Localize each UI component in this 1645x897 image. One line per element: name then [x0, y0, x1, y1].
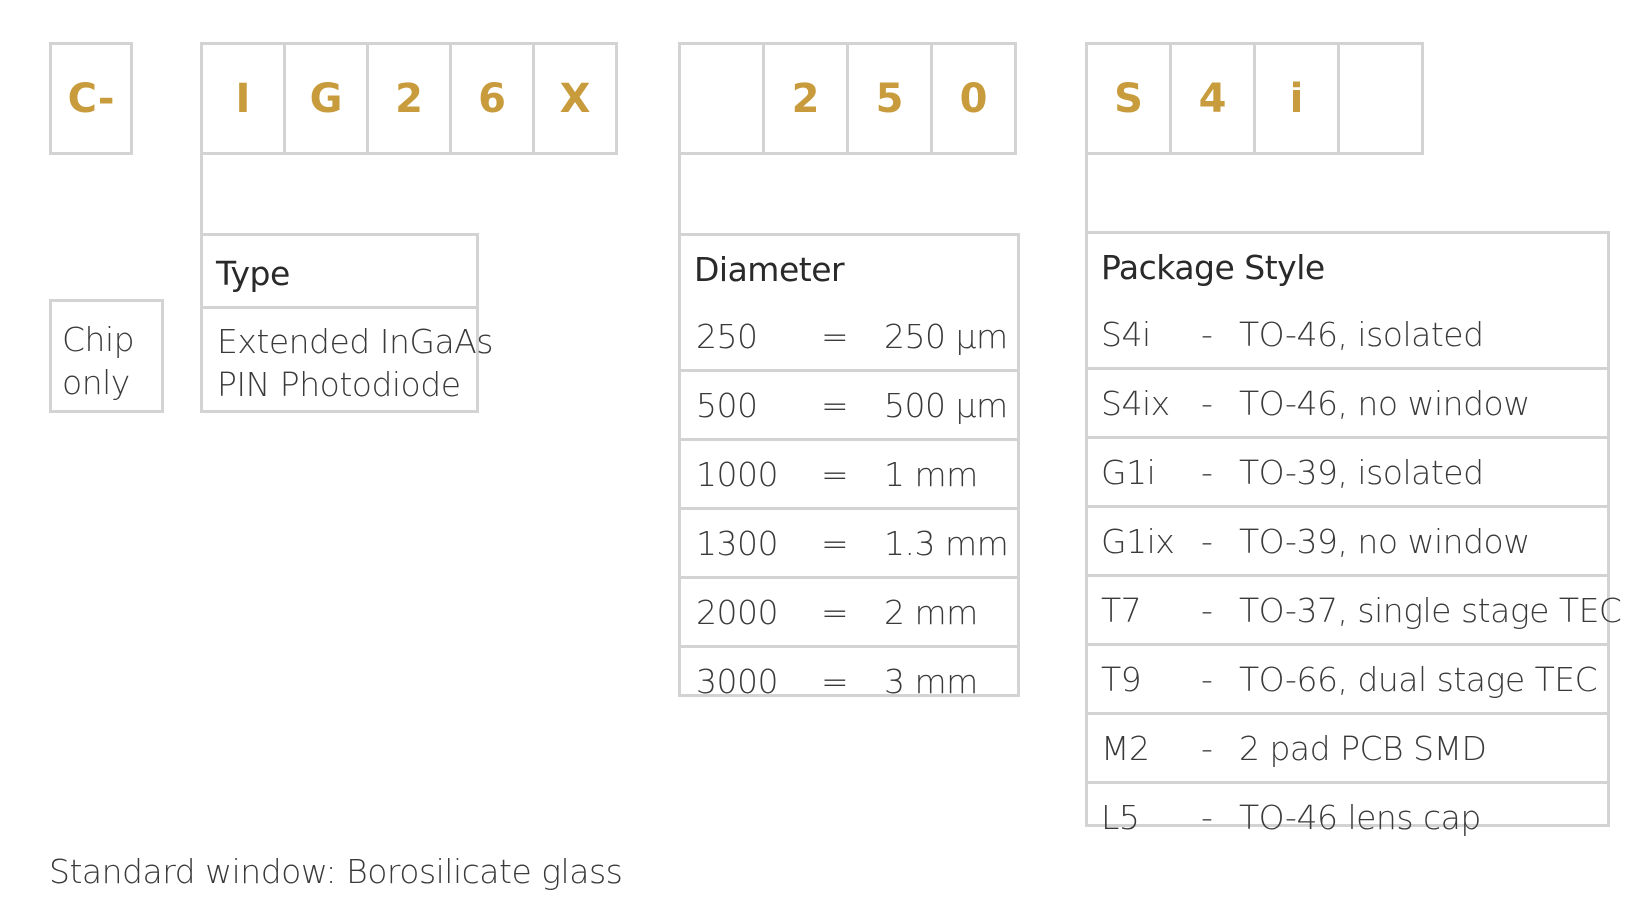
diameter-code: 3000: [696, 661, 778, 701]
code-box-diameter-2: [762, 42, 849, 155]
diameter-equals: =: [821, 454, 849, 494]
package-separator: -: [1201, 797, 1213, 837]
header-label: Diameter: [694, 250, 845, 289]
diameter-table-row: [681, 438, 1017, 507]
diameter-table-row: [681, 507, 1017, 576]
code-box-type-2: [283, 42, 369, 155]
type-table-header: [203, 236, 476, 306]
package-description: TO-37, single stage TEC: [1239, 590, 1622, 630]
package-code: G1ix: [1101, 521, 1175, 561]
diameter-table-row: [681, 303, 1017, 369]
diameter-value: 3 mm: [884, 661, 978, 701]
code-box-package-4: [1337, 42, 1424, 155]
connector-diameter: [678, 152, 681, 236]
code-char: I: [235, 75, 251, 122]
package-table-row: [1088, 301, 1607, 367]
package-description: TO-46, no window: [1239, 383, 1530, 423]
diameter-equals: =: [821, 385, 849, 425]
connector-package: [1085, 152, 1088, 234]
package-description: TO-66, dual stage TEC: [1239, 659, 1598, 699]
code-box-package-2: [1169, 42, 1256, 155]
package-description: TO-39, isolated: [1239, 452, 1484, 492]
code-box-diameter-1: [678, 42, 765, 155]
diameter-value: 500 µm: [884, 385, 1008, 425]
diameter-value: 2 mm: [884, 592, 978, 632]
package-separator: -: [1201, 452, 1213, 492]
package-separator: -: [1201, 728, 1213, 768]
package-separator: -: [1201, 659, 1213, 699]
package-separator: -: [1201, 314, 1213, 354]
code-char: C-: [67, 75, 115, 122]
type-table-row: [203, 306, 493, 417]
code-char: 4: [1198, 75, 1227, 122]
code-box-diameter-4: [930, 42, 1017, 155]
diameter-code: 2000: [696, 592, 778, 632]
diameter-table: [678, 233, 1020, 701]
diameter-equals: =: [821, 523, 849, 563]
code-box-type-1: [200, 42, 286, 155]
diameter-table-row: [681, 369, 1017, 438]
code-char: G: [309, 75, 343, 122]
package-code: S4ix: [1101, 383, 1170, 423]
code-box-package-1: [1085, 42, 1172, 155]
chip-line-2: only: [62, 363, 130, 402]
connector-type: [200, 152, 203, 236]
diameter-table-header: [681, 236, 1017, 303]
code-char: 5: [875, 75, 904, 122]
chip-only-box: [49, 299, 164, 413]
code-box-diameter-3: [846, 42, 933, 155]
code-box-type-3: [366, 42, 452, 155]
diameter-code: 1000: [696, 454, 778, 494]
diameter-table-row: [681, 645, 1017, 714]
type-table: [200, 233, 493, 413]
diameter-code: 250: [696, 316, 758, 356]
package-description: 2 pad PCB SMD: [1239, 728, 1487, 768]
code-char: 6: [478, 75, 506, 122]
code-char: 2: [395, 75, 423, 122]
type-line-1: Extended InGaAs: [217, 322, 493, 361]
diameter-table-row: [681, 576, 1017, 645]
diameter-value: 1.3 mm: [884, 523, 1009, 563]
package-description: TO-39, no window: [1239, 521, 1530, 561]
diameter-equals: =: [821, 661, 849, 701]
package-table-row: [1088, 712, 1607, 781]
package-code: T9: [1101, 659, 1142, 699]
code-char: 2: [791, 75, 820, 122]
header-label: Package Style: [1101, 248, 1325, 287]
package-description: TO-46 lens cap: [1239, 797, 1481, 837]
type-line-2: PIN Photodiode: [217, 365, 461, 404]
package-table-row: [1088, 574, 1622, 643]
chip-line-1: Chip: [62, 320, 135, 359]
package-separator: -: [1201, 590, 1213, 630]
code-char: X: [559, 75, 591, 122]
code-char: 0: [959, 75, 988, 122]
package-description: TO-46, isolated: [1239, 314, 1484, 354]
code-char: i: [1289, 75, 1304, 122]
diameter-code: 500: [696, 385, 758, 425]
package-table-header: [1088, 234, 1607, 301]
package-separator: -: [1201, 383, 1213, 423]
package-code: L5: [1101, 797, 1140, 837]
diameter-code: 1300: [696, 523, 778, 563]
package-code: M2: [1101, 728, 1150, 768]
code-box-prefix: [49, 42, 133, 155]
code-box-package-3: [1253, 42, 1340, 155]
header-label: Type: [216, 253, 290, 293]
package-code: S4i: [1101, 314, 1151, 354]
diameter-value: 1 mm: [884, 454, 978, 494]
package-code: G1i: [1101, 452, 1156, 492]
package-table-row: [1088, 643, 1607, 712]
package-separator: -: [1201, 521, 1213, 561]
diameter-value: 250 µm: [884, 316, 1008, 356]
package-table: [1085, 231, 1622, 837]
code-char: S: [1114, 75, 1143, 122]
footer-note: Standard window: Borosilicate glass: [49, 852, 623, 891]
code-box-type-4: [449, 42, 535, 155]
code-box-type-5: [532, 42, 618, 155]
package-table-row: [1088, 781, 1607, 850]
diameter-equals: =: [821, 316, 849, 356]
package-table-row: [1088, 436, 1607, 505]
package-table-row: [1088, 505, 1607, 574]
package-code: T7: [1101, 590, 1142, 630]
package-table-row: [1088, 367, 1607, 436]
diameter-equals: =: [821, 592, 849, 632]
